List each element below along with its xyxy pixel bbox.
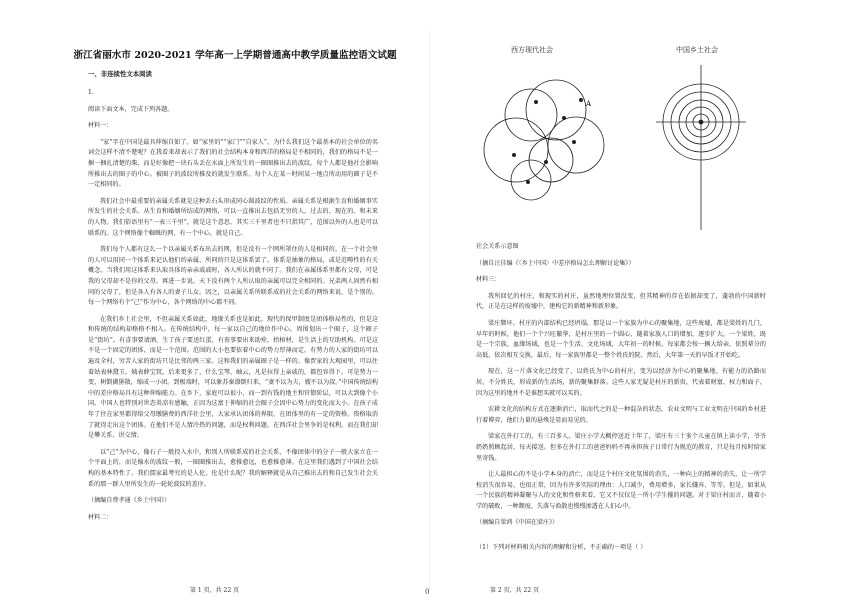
question-number: 1. (88, 89, 94, 96)
question-stem: （1）下列对材料相关内容的理解和分析，不正确的一项是（ ） (476, 544, 647, 552)
material-one-label: 材料一： (88, 122, 113, 130)
left-column (88, 88, 378, 529)
social-relations-diagram (476, 40, 776, 240)
china-circles (656, 65, 746, 230)
west-points (512, 98, 583, 184)
right-page (430, 0, 860, 608)
material-two-label: 材料二： (88, 513, 113, 521)
center-marker: 0 (425, 588, 430, 596)
paragraph: 我们每个人都有这么一个以亲属关系布出去的网，但是没有一个网所罩住的人是相同的。在一个社会里的人可以用同一个体系来记认他们的亲属，所同的只是这体系罢了。体系是抽象的格局，或是范畴性的有关概念。当我们用这体系来认取具体的亲亲戚戚时，各人所认的就不同了。我们在亲属体系里都有父母，可是我的父母却不是你的父母。再进一步说，天下没有两个人所认取的亲属可以完全相同的。兄弟两人固然有相同的父母了，但是各人有各人的妻子儿女。因之，以亲属关系所联系成的社会关系的网络来说，是个别的。每一个网络有个“己”作为中心，各个网络的中心都不同。 (88, 246, 378, 307)
page-number: 第 2 页，共 22 页 (490, 587, 540, 594)
point-a-label: A (586, 100, 592, 108)
exam-title: 浙江省丽水市 2020-2021 学年高一上学期普通高中教学质量监控语文试题 (73, 50, 397, 61)
paragraph: 梁庄颓坏。村庄的内部结构已经坍塌，那是以一个家族为中心的聚集地，这些废墟，都是梁姓的几门，早年的时候，他们一个个兴旺繁华，是村庄里的一个圆心，随着家族人口的增加，逐步扩大。一个梁姓，既是一个宗族、血缘场域，也是一个生活、文化场域，大年初一的时候，每家都会按一辆大给亲，依照辈分的高低，依次相互交换，最后，每一家族里都是一整个姓氏的院。然后，大年第一天的早饭才开始吃。 (476, 319, 766, 359)
paragraph: 在我们乡土社会里，不但亲属关系如此，地缘关系也是如此。现代的保甲制度是团体格局性的，但是这和传统的结构却格格不相入。在传统结构中，每一家以自己的地位作中心，周围划出一个圈子，这个圈子是“街坊”。有喜事要请酒，生了孩子要送红蛋，有丧事要出来助殓，抬棺材，是生活上的互助机构。可是这不是一个固定的团体，而是一个范围。范围的大小也要依着中心的势力厚薄而定。有势力的人家的街坊可以遍及全村，穷苦人家的街坊只是比邻的两三家。这和我们的亲属圈子是一样的。像贾家的大观园里，可以住着姑表林黛玉，姨表薛宝钗，后来更多了，什么宝琴，岫云，凡是拉得上亲戚的，都包容得下。可是势力一变，树倒猢狲散，缩成一小团。到极端时，可以象苏秦潦倒归来，“妻不以为夫，嫂不以为叔。”中国传统结构中的差序格局具有这种伸缩能力。在乡下，家庭可以很小，而一到有钱的地主和官僚阶层，可以大到像个小国。中国人也特别对世态炎凉有感触，正因为这富于伸缩的社会圈子会因中心势力的变化而大小。在孩子成年了住在家里都得给父母缴膳费的西洋社会里，大家承认团体的界限。在团体里的有一定的资格。资格取消了就得走出这个团体。在他们不是人情冷热的问题，而是权利问题。在西洋社会里争的是权利，而在我们却是攀关系、讲交情。 (88, 315, 378, 440)
paragraph: 让人最担心的不是小学本身的消亡，而是这个村庄文化氛围的消失，一种向上的精神的消失，让一所学校消失很容易，也很正常，因为有许多实际的理由：人口减少，费用增多，家长嫌弃，等等。但是，如果从一个民族的精神凝聚与人的文化和性格来看，它又不仅仅是一所小学生摧的问题。对于梁庄村而言，随着小学的破败，一种颓废，失落与涣散也慢慢渗透在人们心中。 (476, 471, 766, 510)
instruction: 阅读下面文本，完成下列各题。 (88, 105, 174, 113)
paragraph: 我所回忆的村庄，和现实的村庄，虽然地理位置没变，但其精神的存在依据却变了，蓬勃的中国新时代，正是在这样的废墟中，建构它的新精神和新形象。 (476, 292, 766, 311)
right-column (476, 242, 766, 560)
paragraph: 以“己”为中心，像石子一般投入水中，和别人所联系成的社会关系，不像团体中的分子一般大家立在一个平面上的，而是像水的波纹一般，一圈圈推出去，愈推愈远，也愈推愈薄。在这里我们遇到了中国社会结构的基本特性了。我们儒家最考究的是人伦，伦是什么呢？我的解释就是从自己推出去的和自己发生社会关系的那一群人里所发生的一轮轮波纹的差序。 (88, 448, 378, 488)
west-circles (484, 80, 604, 200)
west-society-label: 西方现代社会 (511, 46, 553, 54)
china-center-point (699, 120, 704, 125)
paragraph: 现在，这一片落文化已经变了，以姓氏为中心的村庄，变为以经济为中心的聚集地。有能力的沿路而居，不分姓氏，形成新的生活场，新的聚集群落。这些人家无疑是村庄的新贵，代表着财富、权力和面子，因为这里的地并不是谁想买就可以买的。 (476, 368, 766, 397)
source-citation: （摘编自费孝通《乡土中国》） (88, 497, 171, 505)
section-heading: 一、非连续性文本阅读 (88, 70, 152, 78)
page-number: 第 1 页，共 22 页 (190, 587, 240, 594)
paragraph: 农耕文化的结构方式在逐渐消亡，取而代之的是一种混杂的状态，农业文明与工业文明在中国的乡村进行着博弈，他们力量的悬殊是显而易见的。 (476, 406, 766, 424)
source-citation: （摘自汪佳编《〈乡土中国〉中差序格局怎么理解讨论集》） (476, 259, 635, 267)
china-society-label: 中国乡土社会 (676, 46, 718, 54)
material-three-label: 材料三： (476, 276, 501, 284)
source-citation: （摘编自梁鸿《中国在梁庄》） (476, 519, 559, 527)
paragraph: 梁家在外打工的，有三百多人。梁庄小学大概停送近十年了，梁庄有三十多个儿童在镇上读小学，爷爷奶奶照顾起居，每天接送。但多在外打工的爸爸妈妈不再承担孩子日常行为规范的教育，只是每月按时给家里寄钱。 (476, 433, 766, 462)
paragraph: “家”字在中国是最具伸缩自如了。如“家里的”“家门”“自家人”。为什么我们这个最基本的社会单位的名词会这样不清不楚呢？在我看来却表示了我们的社会结构本身和西洋的格局是不相同的，我们的格局不是一捆一捆扎清楚的柴，而是好像把一块石头丢在水面上所发生的一圈圈推出去的波纹。每个人都是他社会影响所推出去的圈子的中心。被圈子的波纹所推及的就发生联系。每个人在某一时间某一地点所动用的圈子是不一定相同的。 (88, 138, 378, 189)
paragraph: 我们社会中最重要的亲属关系就是这种丢石头形成同心圆波纹的性质。亲属关系是根据生育和婚姻事实所发生的社会关系。从生育和婚姻所结成的网络，可以一直推出去包括无穷的人，过去的、现在的、和未来的人物。我们俗语里有“一表三千里”，就是这个意思，其实三千里者也不只指其广，范围以外的人也是可以联系的。这个网络像个蜘蛛的网，有一个中心，就是自己。 (88, 197, 378, 237)
figure-caption: 社会关系示意图 (476, 243, 519, 250)
